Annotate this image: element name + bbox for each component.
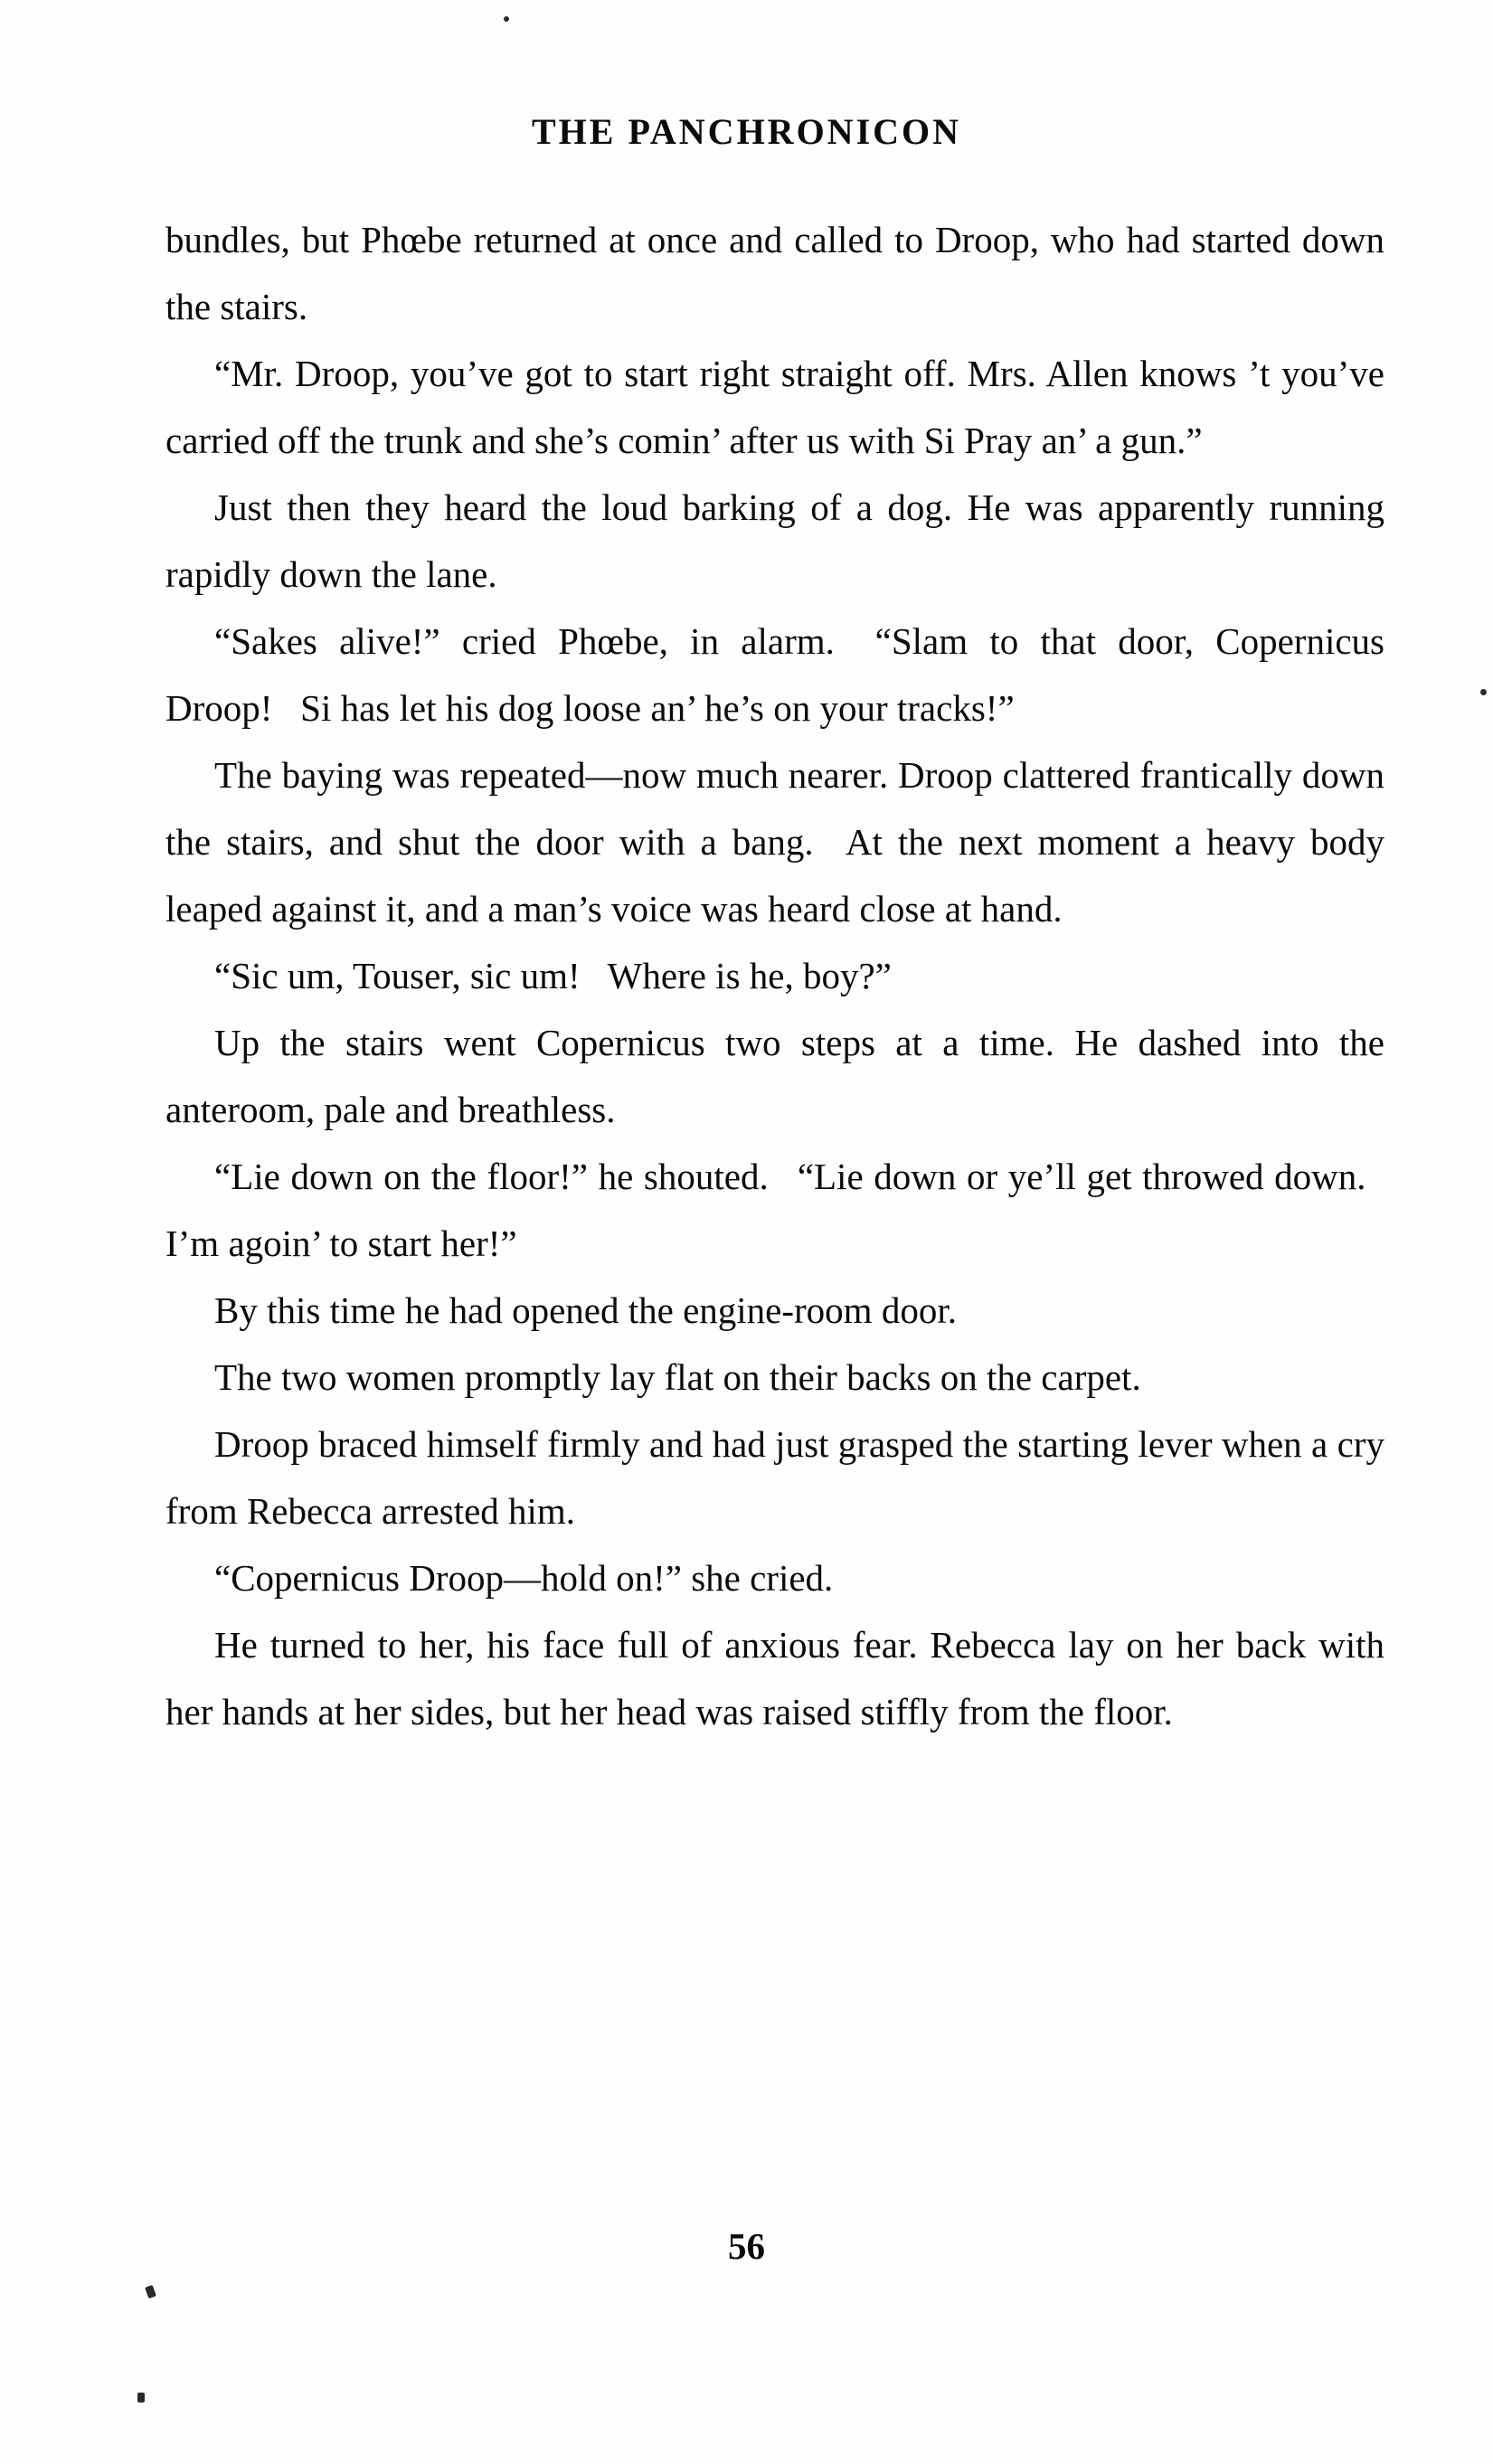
running-head: THE PANCHRONICON bbox=[531, 111, 962, 152]
scan-speck-icon bbox=[504, 16, 509, 22]
paragraph: “Mr. Droop, you’ve got to start right straight off. Mrs. Allen knows ’t you’ve carried off the trunk and she’s comin’ after us with Si Pray an’ a gun.” bbox=[165, 353, 1384, 461]
scan-speck-icon bbox=[1480, 689, 1487, 695]
page-body bbox=[165, 206, 1384, 1745]
paragraph: He turned to her, his face full of anxious fear. Rebecca lay on her back with her hands at her sides, but her head was raised stiffly from the floor. bbox=[165, 1624, 1384, 1732]
paragraph: “Sakes alive!” cried Phœbe, in alarm. “Slam to that door, Copernicus Droop! Si has let his dog loose an’ he’s on your tracks!” bbox=[165, 620, 1384, 729]
paragraph: The baying was repeated—now much nearer. Droop clattered frantically down the stairs, and shut the door with a bang. At the next moment a heavy body leaped against it, and a man’s voice was heard close at hand. bbox=[165, 754, 1384, 930]
paragraph: By this time he had opened the engine-room door. bbox=[214, 1289, 957, 1331]
scan-speck-icon bbox=[137, 2393, 145, 2403]
paragraph: “Lie down on the floor!” he shouted. “Lie down or ye’ll get throwed down. I’m agoin’ to start her!” bbox=[165, 1156, 1384, 1264]
paragraph: Up the stairs went Copernicus two steps at a time. He dashed into the anteroom, pale and breathless. bbox=[165, 1022, 1384, 1130]
scan-speck-icon bbox=[145, 2285, 156, 2299]
paragraph: “Copernicus Droop—hold on!” she cried. bbox=[214, 1557, 834, 1599]
paragraph: bundles, but Phœbe returned at once and called to Droop, who had started down the stairs. bbox=[165, 219, 1384, 327]
paragraph: “Sic um, Touser, sic um! Where is he, boy?” bbox=[214, 955, 892, 996]
paragraph: The two women promptly lay flat on their backs on the carpet. bbox=[214, 1356, 1141, 1398]
paragraph: Just then they heard the loud barking of a dog. He was apparently running rapidly down the lane. bbox=[165, 486, 1384, 595]
paragraph: Droop braced himself firmly and had just grasped the starting lever when a cry from Rebecca arrested him. bbox=[165, 1423, 1384, 1532]
page-number: 56 bbox=[728, 2225, 765, 2267]
